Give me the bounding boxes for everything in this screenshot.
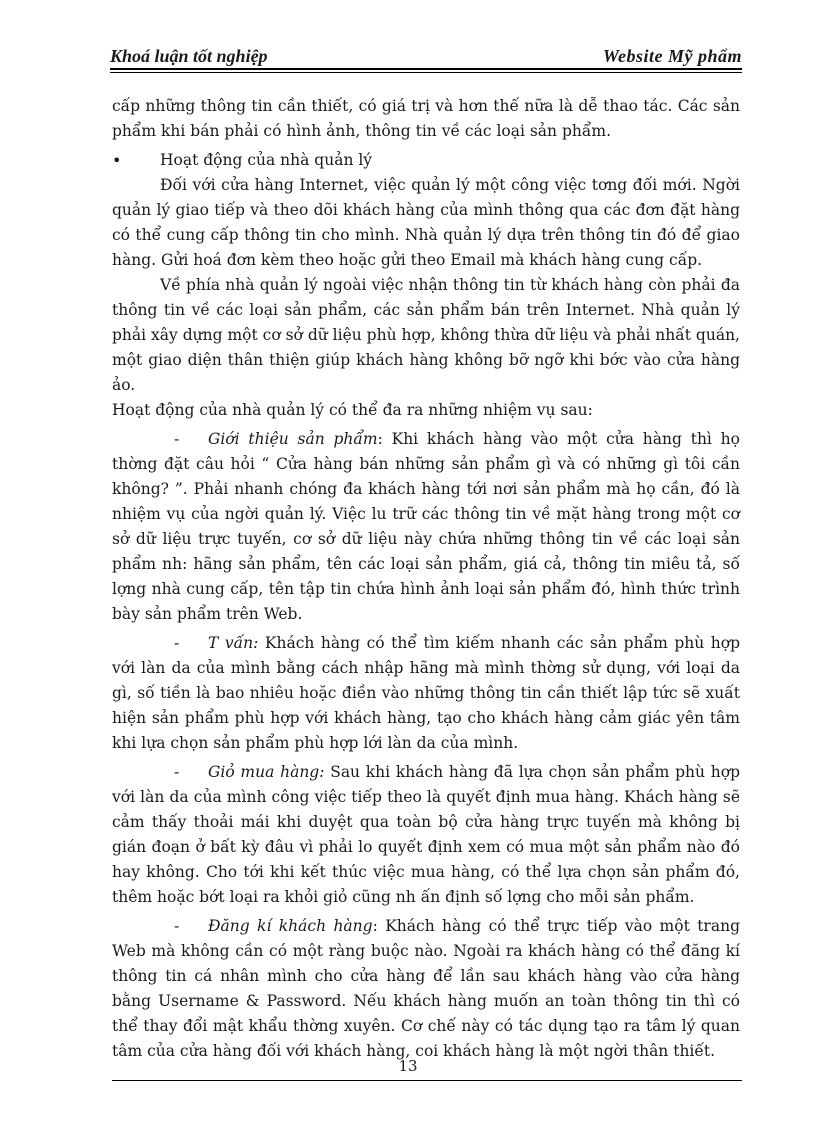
section-title: Giới thiệu sản phẩm <box>208 430 378 448</box>
bullet-heading-label: Hoạt động của nhà quản lý <box>160 151 373 169</box>
header-right-title: Website Mỹ phẩm <box>602 46 742 66</box>
section-consulting <box>112 631 740 756</box>
bullet-heading <box>112 148 740 173</box>
footer-divider <box>112 1080 742 1081</box>
paragraph-manager-info: Về phía nhà quản lý ngoài việc nhận thông tin từ khách hàng còn phải đa thông tin về các loại sản phẩm, các sản phẩm bán trên Internet. Nhà quản lý phải xây dựng một cơ sở dữ liệu phù hợp, không thừa dữ liệu và phải nhất quán, một giao diện thân thiện giúp khách hàng không bỡ ngỡ khi bớc vào cửa hàng ảo. <box>112 276 740 394</box>
dash-marker: - <box>174 634 180 652</box>
section-product-intro <box>112 427 740 627</box>
document-body <box>112 94 740 1064</box>
paragraph-manager-role: Đối với cửa hàng Internet, việc quản lý một công việc tơng đối mới. Ngời quản lý giao tiếp và theo dõi khách hàng của mình thông qua các đơn đặt hàng có thể cung cấp thông tin cho mình. Nhà quản lý dựa trên thông tin đó để giao hàng. Gửi hoá đơn kèm theo hoặc gửi theo Email mà khách hàng cung cấp. <box>112 176 740 269</box>
page-number: 13 <box>398 1057 418 1075</box>
section-text: Sau khi khách hàng đã lựa chọn sản phẩm phù hợp với làn da của mình công việc tiếp theo là quyết định mua hàng. Khách hàng sẽ cảm thấy thoải mái khi duyệt qua toàn bộ cửa hàng trực tuyến mà không bị gián đoạn ở bất kỳ đâu vì phải lo quyết định xem có mua một sản phẩm nào đó hay không. Cho tới khi kết thúc việc mua hàng, có thể lựa chọn sản phẩm đó, thêm hoặc bớt loại ra khỏi giỏ cũng nh ấn định số lợng cho mỗi sản phẩm. <box>112 763 741 906</box>
bullet-dot: • <box>112 151 122 170</box>
section-shopping-cart <box>112 760 740 910</box>
header-left-title: Khoá luận tốt nghiệp <box>110 46 268 66</box>
section-text: : Khi khách hàng vào một cửa hàng thì họ thờng đặt câu hỏi “ Cửa hàng bán những sản phẩm gì và có những gì tôi cần không? ”. Phải nhanh chóng đa khách hàng tới nơi sản phẩm mà họ cần, đó là nhiệm vụ của ngời quản lý. Việc lu trữ các thông tin về mặt hàng trong một cơ sở dữ liệu trực tuyến, cơ sở dữ liệu này chứa những thông tin về các loại sản phẩm nh: hãng sản phẩm, tên các loại sản phẩm, giá cả, thông tin miêu tả, số lợng nhà cung cấp, tên tập tin chứa hình ảnh loại sản phẩm đó, hình thức trình bày sản phẩm trên Web. <box>112 430 740 623</box>
paragraph-intro: cấp những thông tin cần thiết, có giá trị và hơn thế nữa là dễ thao tác. Các sản phẩm khi bán phải có hình ảnh, thông tin về các loại sản phẩm. <box>112 97 740 140</box>
page-header <box>110 46 742 70</box>
dash-marker: - <box>174 763 180 781</box>
section-title: Giỏ mua hàng: <box>208 763 325 781</box>
section-text: Khách hàng có thể tìm kiếm nhanh các sản phẩm phù hợp với làn da của mình bằng cách nhập hãng mà mình thờng sử dụng, với loại da gì, số tiền là bao nhiêu hoặc điền vào những thông tin cần thiết lập tức sẽ xuất hiện sản phẩm phù hợp với khách hàng, tạo cho khách hàng cảm giác yên tâm khi lựa chọn sản phẩm phù hợp lới làn da của mình. <box>112 634 740 752</box>
dash-marker: - <box>174 917 180 935</box>
paragraph-tasks-intro: Hoạt động của nhà quản lý có thể đa ra những nhiệm vụ sau: <box>112 401 593 419</box>
dash-marker: - <box>174 430 180 448</box>
section-title: T vấn: <box>208 634 259 652</box>
section-customer-registration <box>112 914 740 1064</box>
section-title: Đăng kí khách hàng <box>208 917 373 935</box>
section-text: : Khách hàng có thể trực tiếp vào một trang Web mà không cần có một ràng buộc nào. Ngoài ra khách hàng có thể đăng kí thông tin cá nhân mình cho cửa hàng để lần sau khách hàng vào cửa hàng bằng Username & Password. Nếu khách hàng muốn an toàn thông tin thì có thể thay đổi mật khẩu thờng xuyên. Cơ chế này có tác dụng tạo ra tâm lý quan tâm của cửa hàng đối với khách hàng, coi khách hàng là một ngời thân thiết. <box>112 917 740 1060</box>
